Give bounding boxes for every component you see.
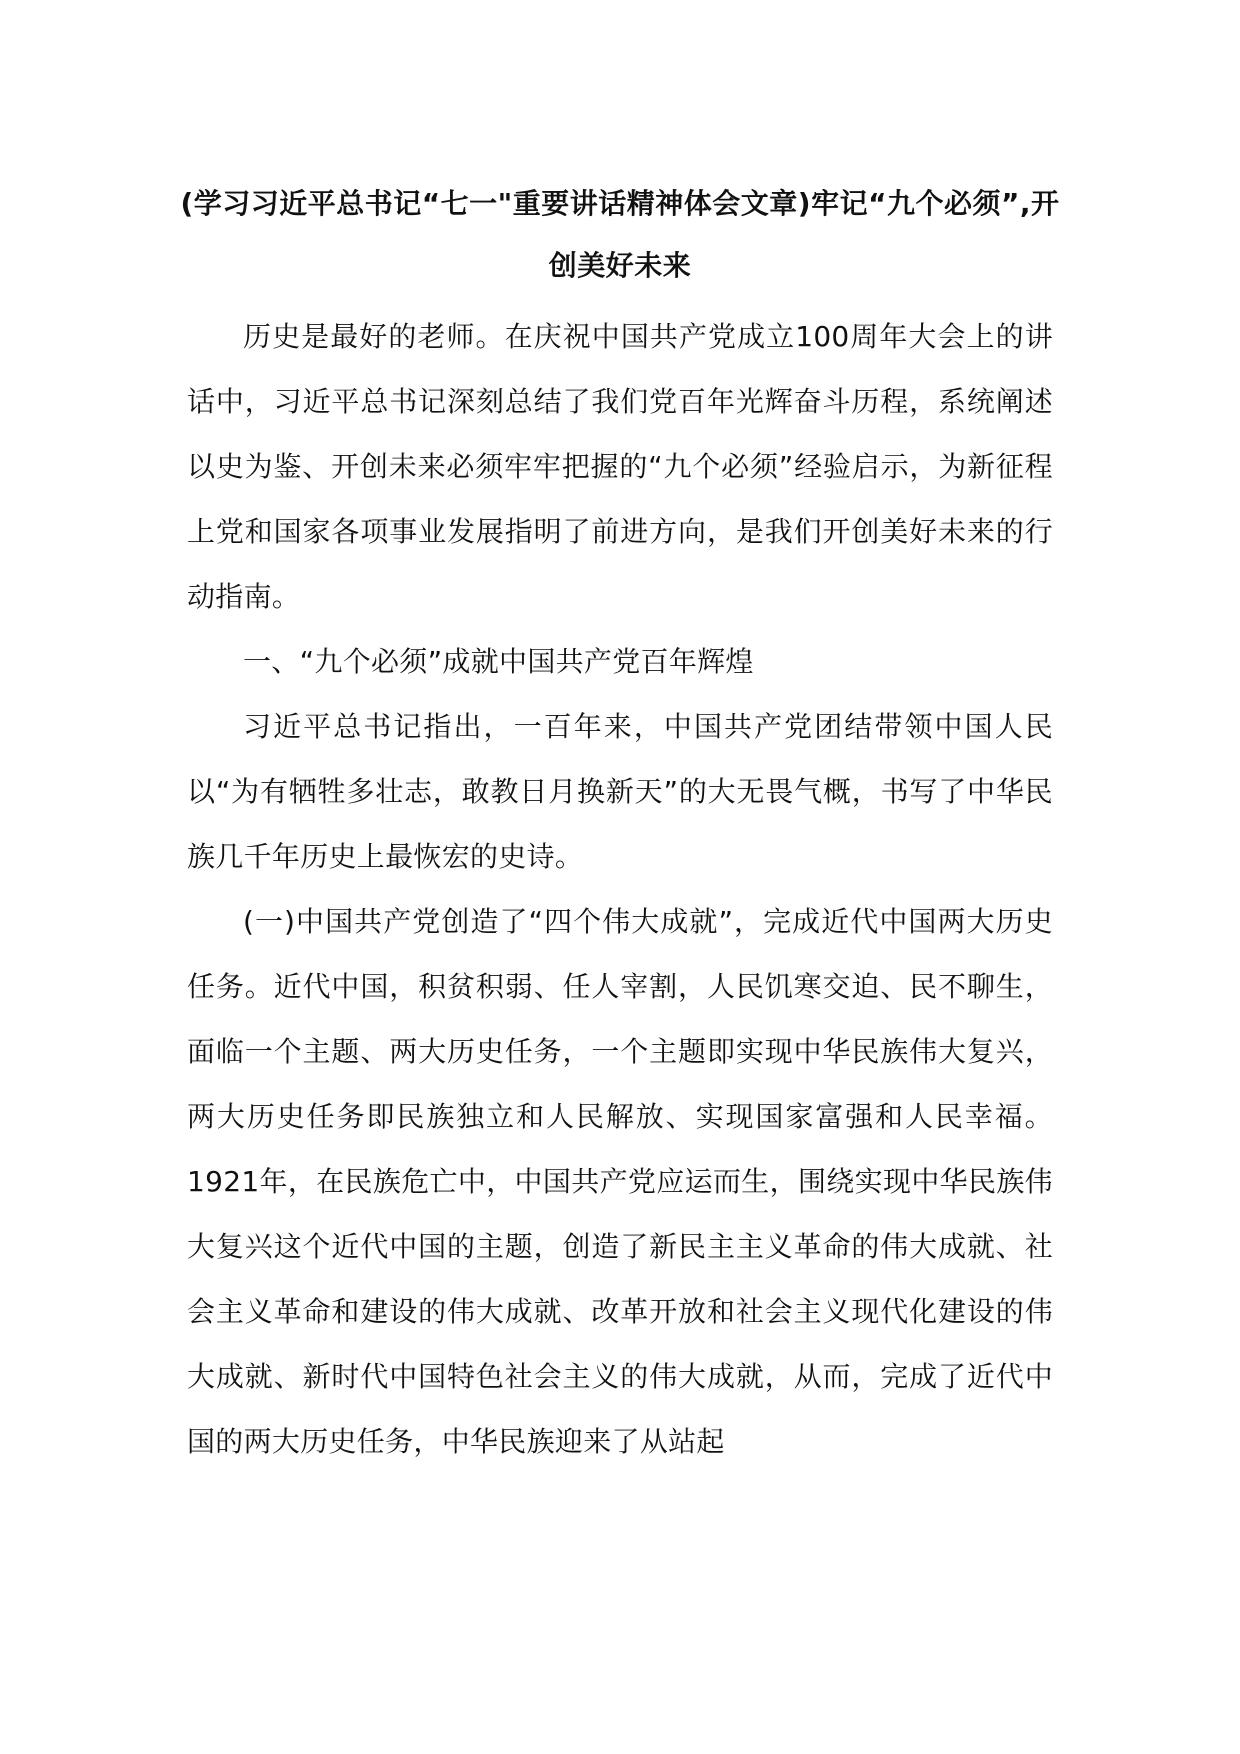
document-body xyxy=(187,304,1053,1474)
section-heading-1: 一、“九个必须”成就中国共产党百年辉煌 xyxy=(243,645,754,678)
paragraph-subsection-1: (一)中国共产党创造了“四个伟大成就”，完成近代中国两大历史任务。近代中国，积贫积弱、任人宰割，人民饥寒交迫、民不聊生，面临一个主题、两大历史任务，一个主题即实现中华民族伟大复兴，两大历史任务即民族独立和人民解放、实现国家富强和人民幸福。1921年，在民族危亡中，中国共产党应运而生，围绕实现中华民族伟大复兴这个近代中国的主题，创造了新民主主义革命的伟大成就、社会主义革命和建设的伟大成就、改革开放和社会主义现代化建设的伟大成就、新时代中国特色社会主义的伟大成就，从而，完成了近代中国的两大历史任务，中华民族迎来了从站起 xyxy=(187,905,1053,1458)
paragraph-section-1-intro: 习近平总书记指出，一百年来，中国共产党团结带领中国人民以“为有牺牲多壮志，敢教日月换新天”的大无畏气概，书写了中华民族几千年历史上最恢宏的史诗。 xyxy=(187,710,1053,873)
paragraph-intro: 历史是最好的老师。在庆祝中国共产党成立100周年大会上的讲话中，习近平总书记深刻总结了我们党百年光辉奋斗历程，系统阐述以史为鉴、开创未来必须牢牢把握的“九个必须”经验启示，为新征程上党和国家各项事业发展指明了前进方向，是我们开创美好未来的行动指南。 xyxy=(187,320,1053,613)
document-title: (学习习近平总书记“七一"重要讲话精神体会文章)牢记“九个必须”,开创美好未来 xyxy=(180,187,1060,282)
